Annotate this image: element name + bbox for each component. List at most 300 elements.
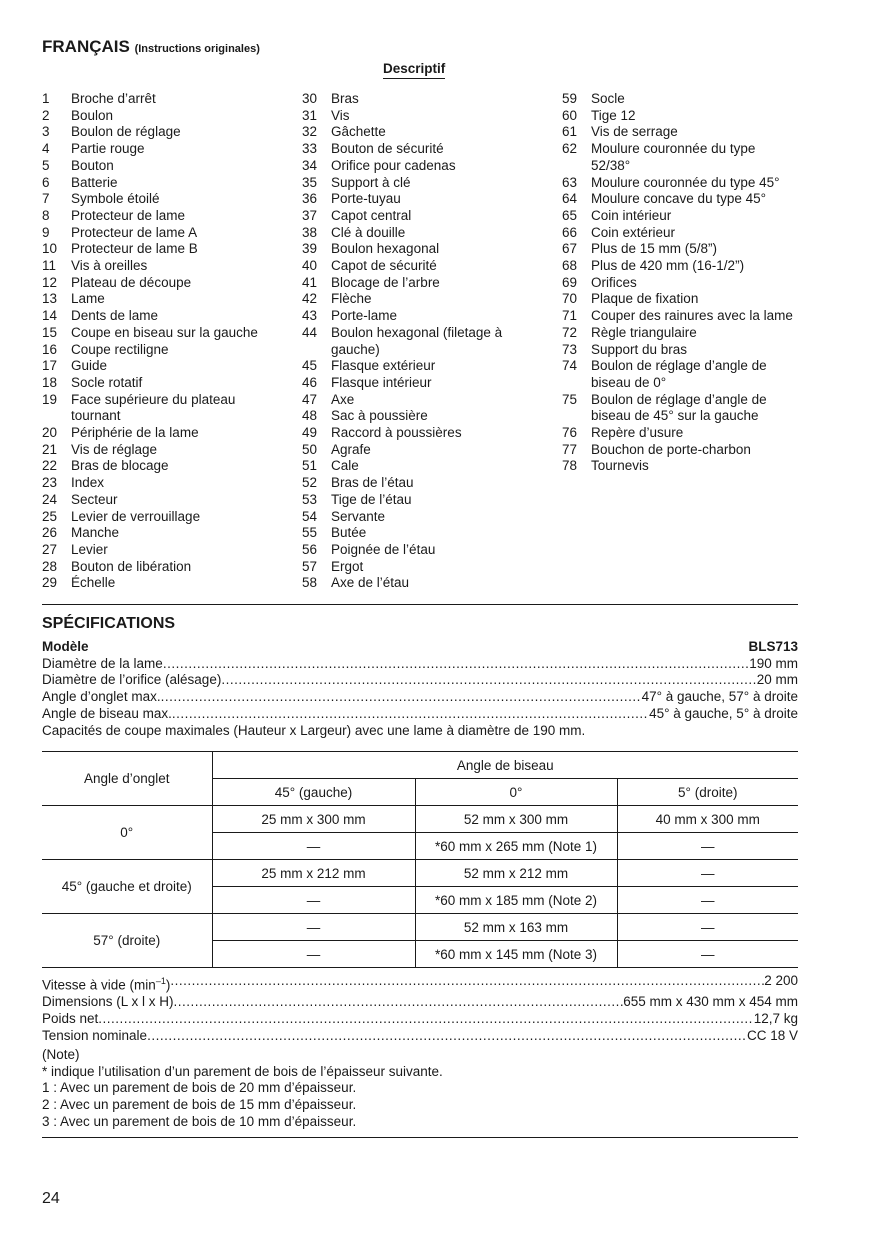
cutting-capacity-table	[42, 751, 798, 968]
part-item	[562, 392, 798, 425]
part-number: 29	[42, 575, 58, 591]
part-item	[42, 191, 287, 208]
part-label: Axe de l’étau	[331, 575, 410, 591]
part-label: Socle rotatif	[71, 374, 143, 390]
extra-specifications	[42, 973, 798, 1044]
bevel-col-header: 0°	[415, 779, 617, 806]
spec-label: Poids net	[42, 1010, 99, 1026]
part-item	[562, 124, 798, 141]
part-label: Cale	[331, 458, 359, 474]
part-label: Broche d’arrêt	[71, 91, 156, 106]
spec-value: 45° à gauche, 5° à droite	[649, 705, 798, 721]
capacity-note: Capacités de coupe maximales (Hauteur x Largeur) avec une lame à diamètre de 190 mm.	[42, 722, 586, 738]
part-label: Flasque intérieur	[331, 374, 432, 390]
capacity-cell: —	[212, 941, 415, 968]
bevel-col-header: 5° (droite)	[617, 779, 798, 806]
part-number: 64	[562, 191, 578, 207]
part-number: 20	[42, 425, 58, 441]
part-label: Support à clé	[331, 174, 411, 190]
part-label: Plus de 15 mm (5/8”)	[591, 241, 718, 257]
spec-value: CC 18 V	[746, 1027, 798, 1043]
part-item	[42, 575, 287, 592]
part-item	[302, 408, 532, 425]
part-number: 61	[562, 124, 578, 140]
part-item	[302, 241, 532, 258]
part-item	[42, 124, 287, 141]
part-number: 70	[562, 291, 578, 307]
part-number: 74	[562, 358, 578, 374]
part-item	[562, 191, 798, 208]
part-label: Vis de serrage	[591, 124, 678, 140]
part-label: Capot central	[331, 207, 412, 223]
miter-angle-cell: 57° (droite)	[42, 914, 212, 968]
bevel-col-header: 45° (gauche)	[212, 779, 415, 806]
part-item	[562, 425, 798, 442]
spec-value: 12,7 kg	[753, 1010, 798, 1026]
part-label: Face supérieure du plateau tournant	[71, 391, 236, 424]
part-item	[562, 91, 798, 108]
part-item	[302, 308, 532, 325]
part-item	[302, 442, 532, 459]
descriptif-title: Descriptif	[383, 61, 445, 79]
parts-column-3	[562, 91, 798, 475]
part-number: 49	[302, 425, 318, 441]
part-item	[562, 225, 798, 242]
part-label: Bras de l’étau	[331, 475, 414, 491]
part-item	[302, 575, 532, 592]
part-label: Levier	[71, 541, 108, 557]
part-item	[562, 175, 798, 192]
part-label: Gâchette	[331, 124, 386, 140]
part-label: Levier de verrouillage	[71, 508, 201, 524]
capacity-cell: —	[617, 860, 798, 887]
part-item	[302, 475, 532, 492]
part-number: 68	[562, 258, 578, 274]
part-number: 66	[562, 224, 578, 240]
part-label: Porte-lame	[331, 308, 398, 324]
spec-value: 47° à gauche, 57° à droite	[641, 689, 798, 705]
part-label: Boulon de réglage d’angle de biseau de 0°	[591, 358, 767, 390]
part-number: 30	[302, 91, 318, 106]
part-item	[302, 258, 532, 275]
part-number: 3	[42, 124, 50, 140]
part-label: Clé à douille	[331, 224, 406, 240]
capacity-cell: —	[617, 914, 798, 941]
capacity-cell: 52 mm x 212 mm	[415, 860, 617, 887]
part-label: Vis à oreilles	[71, 258, 148, 274]
part-number: 28	[42, 558, 58, 574]
part-number: 26	[42, 525, 58, 541]
part-number: 6	[42, 174, 50, 190]
divider	[42, 1137, 798, 1138]
part-item	[562, 275, 798, 292]
part-item	[562, 458, 798, 475]
part-number: 58	[302, 575, 318, 591]
part-number: 32	[302, 124, 318, 140]
note-line: 1 : Avec un parement de bois de 20 mm d’épaisseur.	[42, 1080, 357, 1096]
part-number: 56	[302, 541, 318, 557]
part-label: Batterie	[71, 174, 118, 190]
part-label: Butée	[331, 525, 367, 541]
spec-label: Diamètre de l’orifice (alésage)	[42, 672, 222, 688]
part-label: Tournevis	[591, 458, 649, 474]
part-item	[562, 442, 798, 459]
part-label: Boulon de réglage d’angle de biseau de 45° sur la gauche	[591, 391, 767, 424]
capacity-cell: 40 mm x 300 mm	[617, 806, 798, 833]
part-item	[42, 392, 287, 425]
part-item	[302, 458, 532, 475]
part-number: 42	[302, 291, 318, 307]
part-item	[42, 258, 287, 275]
part-number: 37	[302, 207, 318, 223]
capacity-cell: 52 mm x 163 mm	[415, 914, 617, 941]
part-number: 33	[302, 141, 318, 157]
capacity-cell: —	[617, 887, 798, 914]
part-label: Manche	[71, 525, 120, 541]
specifications-list	[42, 639, 798, 739]
part-number: 55	[302, 525, 318, 541]
part-number: 31	[302, 107, 318, 123]
capacity-cell: 25 mm x 300 mm	[212, 806, 415, 833]
part-label: Bouchon de porte-charbon	[591, 441, 751, 457]
parts-column-2	[302, 91, 532, 592]
part-item	[42, 509, 287, 526]
part-number: 59	[562, 91, 578, 106]
specifications-title: SPÉCIFICATIONS	[42, 615, 176, 632]
part-item	[562, 358, 798, 391]
capacity-cell: —	[212, 833, 415, 860]
part-label: Orifices	[591, 274, 637, 290]
part-item	[562, 325, 798, 342]
part-number: 36	[302, 191, 318, 207]
part-label: Capot de sécurité	[331, 258, 437, 274]
part-label: Secteur	[71, 491, 118, 507]
part-number: 5	[42, 157, 50, 173]
capacity-cell: 25 mm x 212 mm	[212, 860, 415, 887]
spec-row	[42, 1028, 798, 1045]
part-label: Tige de l’étau	[331, 491, 412, 507]
part-item	[42, 375, 287, 392]
part-label: Poignée de l’étau	[331, 541, 436, 557]
note-line: 3 : Avec un parement de bois de 10 mm d’épaisseur.	[42, 1113, 357, 1129]
part-number: 10	[42, 241, 58, 257]
part-item	[562, 308, 798, 325]
divider	[42, 604, 798, 605]
model-value: BLS713	[748, 639, 798, 654]
part-label: Bras de blocage	[71, 458, 169, 474]
part-label: Protecteur de lame B	[71, 241, 198, 257]
part-number: 38	[302, 224, 318, 240]
part-label: Plateau de découpe	[71, 274, 192, 290]
part-number: 44	[302, 324, 318, 340]
part-number: 57	[302, 558, 318, 574]
spec-label: Dimensions (L x l x H)	[42, 994, 174, 1010]
part-label: Bouton de sécurité	[331, 141, 444, 157]
part-label: Plaque de fixation	[591, 291, 699, 307]
part-item	[302, 392, 532, 409]
capacity-cell: *60 mm x 185 mm (Note 2)	[415, 887, 617, 914]
capacity-cell: 52 mm x 300 mm	[415, 806, 617, 833]
part-item	[302, 525, 532, 542]
part-label: Socle	[591, 91, 625, 106]
part-item	[562, 141, 798, 174]
spec-value: 2 200	[764, 973, 798, 988]
part-item	[302, 358, 532, 375]
part-number: 9	[42, 224, 50, 240]
part-label: Coupe rectiligne	[71, 341, 169, 357]
part-item	[302, 158, 532, 175]
part-item	[302, 108, 532, 125]
part-item	[562, 342, 798, 359]
spec-rows	[42, 656, 798, 723]
part-item	[42, 559, 287, 576]
part-item	[562, 208, 798, 225]
part-number: 46	[302, 374, 318, 390]
part-label: Bouton de libération	[71, 558, 192, 574]
spec-value: 190 mm	[749, 655, 798, 671]
part-label: Raccord à poussières	[331, 425, 462, 441]
part-label: Règle triangulaire	[591, 324, 697, 340]
part-label: Moulure concave du type 45°	[591, 191, 767, 207]
part-item	[302, 191, 532, 208]
part-label: Dents de lame	[71, 308, 159, 324]
part-number: 1	[42, 91, 50, 106]
part-number: 7	[42, 191, 50, 207]
part-item	[42, 208, 287, 225]
spec-row	[42, 656, 798, 673]
spec-row-speed	[42, 973, 798, 994]
part-label: Boulon hexagonal (filetage à gauche)	[331, 324, 503, 357]
part-label: Boulon de réglage	[71, 124, 181, 140]
part-label: Coin extérieur	[591, 224, 676, 240]
part-label: Partie rouge	[71, 141, 145, 157]
part-item	[302, 559, 532, 576]
part-item	[302, 124, 532, 141]
part-item	[42, 241, 287, 258]
part-number: 69	[562, 274, 578, 290]
spec-label: Angle d’onglet max.	[42, 689, 161, 705]
part-number: 13	[42, 291, 58, 307]
part-item	[42, 475, 287, 492]
part-label: Lame	[71, 291, 105, 307]
part-number: 63	[562, 174, 578, 190]
part-item	[302, 91, 532, 108]
part-label: Flasque extérieur	[331, 358, 436, 374]
miter-angle-cell: 0°	[42, 806, 212, 860]
part-item	[562, 241, 798, 258]
part-item	[302, 141, 532, 158]
part-label: Symbole étoilé	[71, 191, 160, 207]
part-item	[42, 225, 287, 242]
part-label: Guide	[71, 358, 108, 374]
part-item	[302, 425, 532, 442]
miter-angle-cell: 45° (gauche et droite)	[42, 860, 212, 914]
part-number: 11	[42, 258, 57, 274]
capacity-cell: —	[617, 941, 798, 968]
part-item	[302, 291, 532, 308]
part-item	[42, 342, 287, 359]
part-item	[42, 291, 287, 308]
part-number: 43	[302, 308, 318, 324]
part-number: 34	[302, 157, 318, 173]
part-label: Boulon hexagonal	[331, 241, 440, 257]
part-label: Périphérie de la lame	[71, 425, 199, 441]
part-number: 77	[562, 441, 578, 457]
part-number: 62	[562, 141, 578, 157]
language-subtitle: (Instructions originales)	[134, 43, 260, 55]
part-number: 76	[562, 425, 578, 441]
part-number: 78	[562, 458, 578, 474]
part-number: 35	[302, 174, 318, 190]
part-label: Moulure couronnée du type 52/38°	[591, 141, 756, 173]
part-item	[42, 325, 287, 342]
part-label: Coin intérieur	[591, 207, 672, 223]
part-label: Moulure couronnée du type 45°	[591, 174, 780, 190]
part-item	[42, 158, 287, 175]
part-label: Plus de 420 mm (16-1/2”)	[591, 258, 745, 274]
part-number: 24	[42, 491, 58, 507]
part-number: 60	[562, 107, 578, 123]
language-title: FRANÇAIS	[42, 37, 130, 56]
part-item	[42, 442, 287, 459]
part-number: 40	[302, 258, 318, 274]
part-number: 12	[42, 274, 58, 290]
part-label: Couper des rainures avec la lame	[591, 308, 793, 324]
part-item	[42, 542, 287, 559]
part-number: 4	[42, 141, 50, 157]
spec-value: 655 mm x 430 mm x 454 mm	[623, 994, 798, 1010]
spec-value: 20 mm	[756, 672, 798, 688]
part-label: Échelle	[71, 575, 116, 591]
part-number: 45	[302, 358, 318, 374]
part-number: 25	[42, 508, 58, 524]
language-header	[42, 37, 260, 57]
part-item	[42, 425, 287, 442]
part-number: 18	[42, 374, 58, 390]
capacity-cell: —	[212, 914, 415, 941]
model-label: Modèle	[42, 639, 89, 654]
part-label: Support du bras	[591, 341, 688, 357]
spec-row	[42, 672, 798, 689]
part-label: Axe	[331, 391, 355, 407]
parts-column-1	[42, 91, 287, 592]
part-item	[302, 325, 532, 358]
part-label: Agrafe	[331, 441, 371, 457]
capacity-cell: *60 mm x 145 mm (Note 3)	[415, 941, 617, 968]
miter-angle-header: Angle d’onglet	[42, 752, 212, 806]
part-item	[302, 375, 532, 392]
part-number: 14	[42, 308, 58, 324]
part-item	[302, 542, 532, 559]
part-item	[42, 492, 287, 509]
part-label: Flèche	[331, 291, 372, 307]
part-number: 15	[42, 324, 58, 340]
part-item	[42, 91, 287, 108]
part-item	[42, 458, 287, 475]
part-item	[302, 175, 532, 192]
capacity-cell: *60 mm x 265 mm (Note 1)	[415, 833, 617, 860]
part-number: 22	[42, 458, 58, 474]
note-line: 2 : Avec un parement de bois de 15 mm d’épaisseur.	[42, 1097, 357, 1113]
spec-label: Vitesse à vide $(\min^{-1})$	[42, 976, 171, 993]
part-number: 72	[562, 324, 578, 340]
spec-label: Angle de biseau max.	[42, 705, 172, 721]
part-label: Boulon	[71, 107, 114, 123]
part-number: 48	[302, 408, 318, 424]
part-number: 41	[302, 274, 318, 290]
spec-row	[42, 1011, 798, 1028]
capacity-cell: —	[617, 833, 798, 860]
part-number: 53	[302, 491, 318, 507]
part-number: 75	[562, 391, 578, 407]
part-number: 51	[302, 458, 318, 474]
part-item	[42, 141, 287, 158]
part-item	[562, 108, 798, 125]
part-number: 39	[302, 241, 318, 257]
part-item	[302, 509, 532, 526]
part-number: 65	[562, 207, 578, 223]
part-number: 47	[302, 391, 318, 407]
part-item	[562, 291, 798, 308]
part-item	[302, 225, 532, 242]
part-number: 17	[42, 358, 58, 374]
extra-spec-rows	[42, 994, 798, 1044]
part-item	[42, 358, 287, 375]
model-row	[42, 639, 798, 656]
part-label: Tige 12	[591, 107, 636, 123]
part-label: Protecteur de lame A	[71, 224, 198, 240]
part-item	[562, 258, 798, 275]
note-line: * indique l’utilisation d’un parement de bois de l’épaisseur suivante.	[42, 1063, 443, 1079]
part-number: 27	[42, 541, 58, 557]
part-number: 16	[42, 341, 58, 357]
part-label: Protecteur de lame	[71, 207, 186, 223]
part-item	[42, 108, 287, 125]
part-label: Vis de réglage	[71, 441, 158, 457]
part-label: Ergot	[331, 558, 364, 574]
part-number: 19	[42, 391, 58, 407]
part-number: 71	[562, 308, 578, 324]
part-label: Servante	[331, 508, 386, 524]
part-number: 67	[562, 241, 578, 257]
part-label: Bras	[331, 91, 359, 106]
spec-row	[42, 706, 798, 723]
part-number: 73	[562, 341, 578, 357]
capacity-cell: —	[212, 887, 415, 914]
part-label: Sac à poussière	[331, 408, 428, 424]
part-label: Porte-tuyau	[331, 191, 401, 207]
spec-label: Diamètre de la lame	[42, 655, 163, 671]
manual-page	[42, 0, 798, 1240]
part-number: 54	[302, 508, 318, 524]
part-item	[302, 492, 532, 509]
part-label: Blocage de l’arbre	[331, 274, 440, 290]
part-label: Vis	[331, 107, 350, 123]
part-number: 23	[42, 475, 58, 491]
part-number: 21	[42, 441, 58, 457]
part-item	[302, 275, 532, 292]
note-line: (Note)	[42, 1047, 80, 1062]
part-number: 52	[302, 475, 318, 491]
part-number: 2	[42, 107, 50, 123]
part-item	[42, 308, 287, 325]
part-label: Bouton	[71, 157, 114, 173]
bevel-angle-header: Angle de biseau	[212, 752, 798, 779]
part-label: Coupe en biseau sur la gauche	[71, 324, 258, 340]
page-number: 24	[42, 1190, 60, 1207]
part-item	[42, 525, 287, 542]
notes-block	[42, 1047, 798, 1131]
